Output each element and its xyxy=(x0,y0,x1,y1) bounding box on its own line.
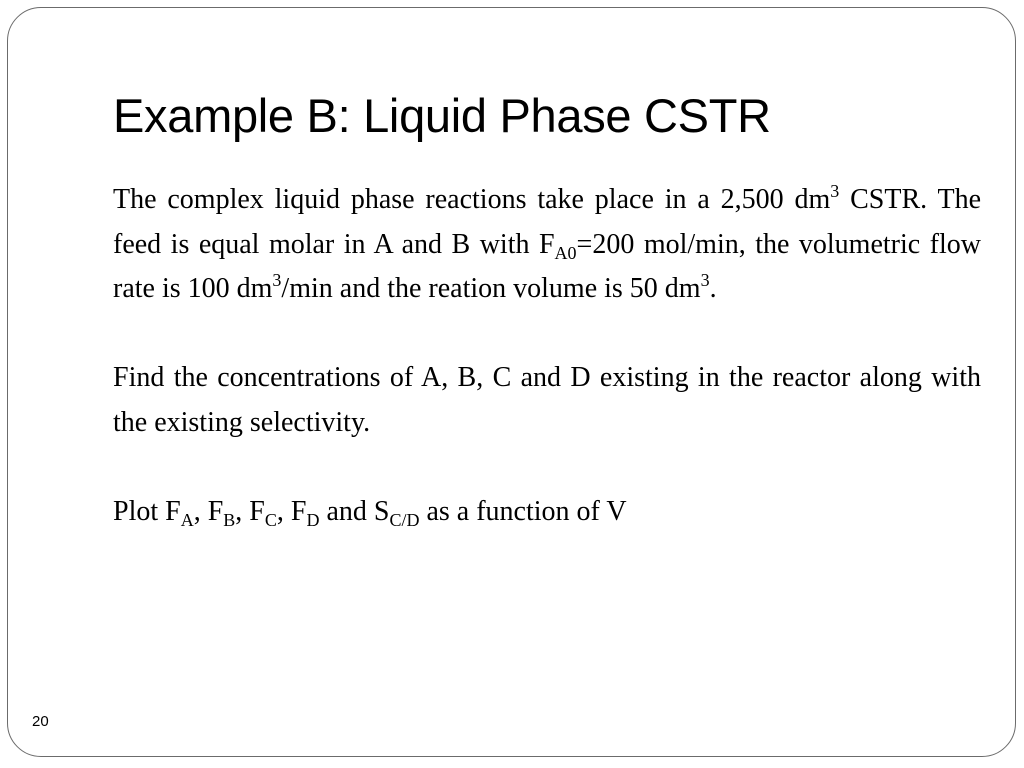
plot-instruction-paragraph xyxy=(113,490,981,535)
paragraph-text: as a function of V xyxy=(419,495,627,527)
slide-title: Example B: Liquid Phase CSTR xyxy=(113,89,771,142)
paragraph-text: , F xyxy=(235,495,265,527)
subscript: A0 xyxy=(554,242,577,263)
paragraph-text: , F xyxy=(276,495,307,527)
paragraph-text: , F xyxy=(193,495,224,527)
slide-number: 20 xyxy=(32,713,49,730)
paragraph-text: and S xyxy=(319,495,390,527)
slide-body xyxy=(113,178,981,534)
superscript: 3 xyxy=(700,270,710,290)
paragraph-text: CSTR. The feed is equal molar in A and B with F xyxy=(113,184,981,260)
subscript: A xyxy=(180,509,194,530)
problem-statement-paragraph xyxy=(113,178,981,312)
paragraph-text: /min and the reation volume is 50 dm xyxy=(281,273,701,304)
superscript: 3 xyxy=(830,181,840,201)
subscript: B xyxy=(223,509,236,530)
subscript: C xyxy=(264,509,277,530)
paragraph-text: . xyxy=(709,273,717,304)
task-paragraph: Find the concentrations of A, B, C and D existing in the reactor along with the existing selectivity. xyxy=(113,362,981,438)
paragraph-text: =200 mol/min, the volumetric flow rate is 100 dm xyxy=(113,228,982,304)
paragraph-text: Plot F xyxy=(113,495,181,527)
paragraph-text: The complex liquid phase reactions take place in a 2,500 dm xyxy=(113,184,831,215)
superscript: 3 xyxy=(272,270,282,290)
subscript: C/D xyxy=(389,509,420,530)
subscript: D xyxy=(306,509,320,530)
